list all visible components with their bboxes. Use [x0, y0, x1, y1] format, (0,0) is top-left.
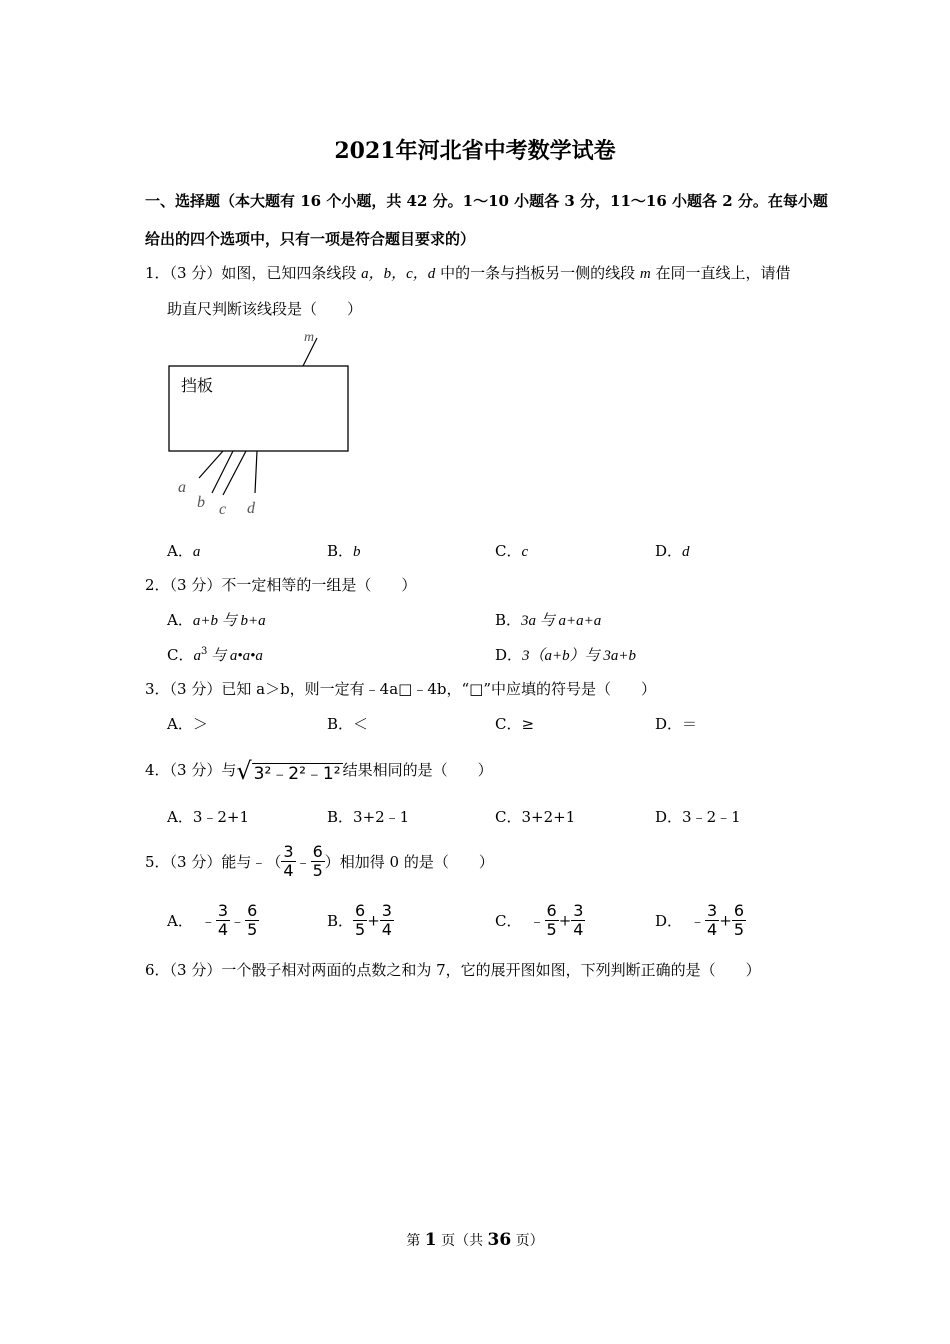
fraction: $\frac{3}{4}$: [573, 901, 584, 939]
question-6-stem: 6．（3 分）一个骰子相对两面的点数之和为 7，它的展开图如图，下列判断正确的是（ ）: [145, 961, 761, 979]
q1-option-b[interactable]: B．b: [327, 542, 361, 560]
fraction: $\frac{6}{5}$: [312, 842, 323, 880]
page-number: 1: [424, 1230, 437, 1250]
q3-option-d[interactable]: D．＝: [655, 715, 698, 733]
section-header-line2: 给出的四个选项中，只有一项是符合题目要求的）: [145, 230, 476, 248]
fraction: $\frac{6}{5}$: [546, 901, 557, 939]
segment-d: [255, 451, 257, 493]
q4-option-c[interactable]: C．3+2+1: [495, 808, 576, 826]
section-header-line1: 一、选择题（本大题有 16 个小题，共 42 分。1～10 小题各 3 分，11～16 小题各 2 分。在每小题: [145, 192, 828, 210]
q5-option-c[interactable]: C． ﹣ $\frac{6}{5}$ + $\frac{3}{4}$: [495, 901, 584, 939]
q3-option-b[interactable]: B．＜: [327, 715, 369, 733]
fraction: $\frac{3}{4}$: [217, 901, 229, 939]
q3-option-c[interactable]: C．≥: [495, 715, 535, 733]
label-m: m: [304, 330, 315, 345]
question-text: 如图，已知四条线段: [221, 264, 362, 282]
question-vars: a，b，c，d: [361, 266, 436, 282]
fraction: $\frac{3}{4}$: [381, 901, 392, 939]
question-text: 在同一直线上，请借: [650, 264, 791, 282]
question-3-stem: 3．（3 分）已知 a＞b，则一定有﹣4a□﹣4b，“□”中应填的符号是（ ）: [145, 680, 656, 698]
baffle-label: 挡板: [181, 376, 214, 395]
question-var-m: m: [639, 266, 651, 282]
q1-option-c[interactable]: C．c: [495, 542, 529, 560]
fraction: $\frac{3}{4}$: [283, 842, 294, 880]
label-b: b: [197, 494, 205, 511]
segment-b: [212, 451, 233, 493]
q2-option-b[interactable]: B．3a 与 a+a+a: [495, 611, 602, 629]
q2-option-a[interactable]: A．a+b 与 b+a: [167, 611, 266, 629]
question-text: 中的一条与挡板另一侧的线段: [435, 264, 640, 282]
q4-option-d[interactable]: D．3﹣2﹣1: [655, 808, 741, 826]
fraction: $\frac{6}{5}$: [247, 901, 258, 939]
fraction: $\frac{6}{5}$: [733, 901, 744, 939]
page-footer: 第 1 页（共 36 页）: [406, 1230, 544, 1250]
segment-c: [223, 451, 246, 495]
question-2-stem: 2．（3 分）不一定相等的一组是（ ）: [145, 576, 417, 594]
q4-option-b[interactable]: B．3+2﹣1: [327, 808, 410, 826]
fraction: $\frac{3}{4}$: [707, 901, 718, 939]
q3-option-a[interactable]: A．＞: [167, 715, 208, 733]
label-a: a: [178, 479, 186, 496]
page-title: 2021年河北省中考数学试卷: [334, 138, 616, 164]
radicand: 3²﹣2²﹣1²: [253, 763, 341, 784]
q5-option-d[interactable]: D． ﹣ $\frac{3}{4}$ + $\frac{6}{5}$: [655, 901, 744, 939]
question-1-stem: [145, 262, 790, 283]
q5-option-b[interactable]: B． $\frac{6}{5}$ + $\frac{3}{4}$: [327, 901, 392, 939]
question-number: 1．: [145, 264, 170, 282]
label-c: c: [219, 501, 227, 518]
q2-option-d[interactable]: D．3（a+b）与 3a+b: [495, 646, 637, 664]
q1-option-a[interactable]: A．a: [167, 542, 201, 560]
q1-option-d[interactable]: D．d: [655, 542, 690, 560]
sqrt-expression: [236, 757, 342, 785]
question-score: （3 分）: [169, 264, 222, 282]
q2-option-c[interactable]: C．$a^3$ 与 a•a•a: [167, 646, 263, 664]
segment-a: [199, 451, 223, 478]
q4-option-a[interactable]: A．3﹣2+1: [167, 808, 250, 826]
q5-option-a[interactable]: A． ﹣ $\frac{3}{4}$ ﹣ $\frac{6}{5}$: [167, 901, 258, 939]
question-5-stem: 5．（3 分）能与﹣（ $\frac{3}{4}$ ﹣ $\frac{6}{5}$ ）相加得 0 的是（ ）: [145, 842, 494, 880]
label-d: d: [247, 500, 255, 517]
fraction: $\frac{6}{5}$: [355, 901, 366, 939]
page-total: 36: [487, 1230, 512, 1250]
question-4-stem: 4．（3 分）与√ 3²﹣2²﹣1² 结果相同的是（ ）: [145, 757, 493, 785]
radical-sign: √: [236, 757, 252, 785]
question-1-stem-line2: 助直尺判断该线段是（ ）: [167, 300, 363, 318]
question-1-figure: [165, 325, 365, 520]
